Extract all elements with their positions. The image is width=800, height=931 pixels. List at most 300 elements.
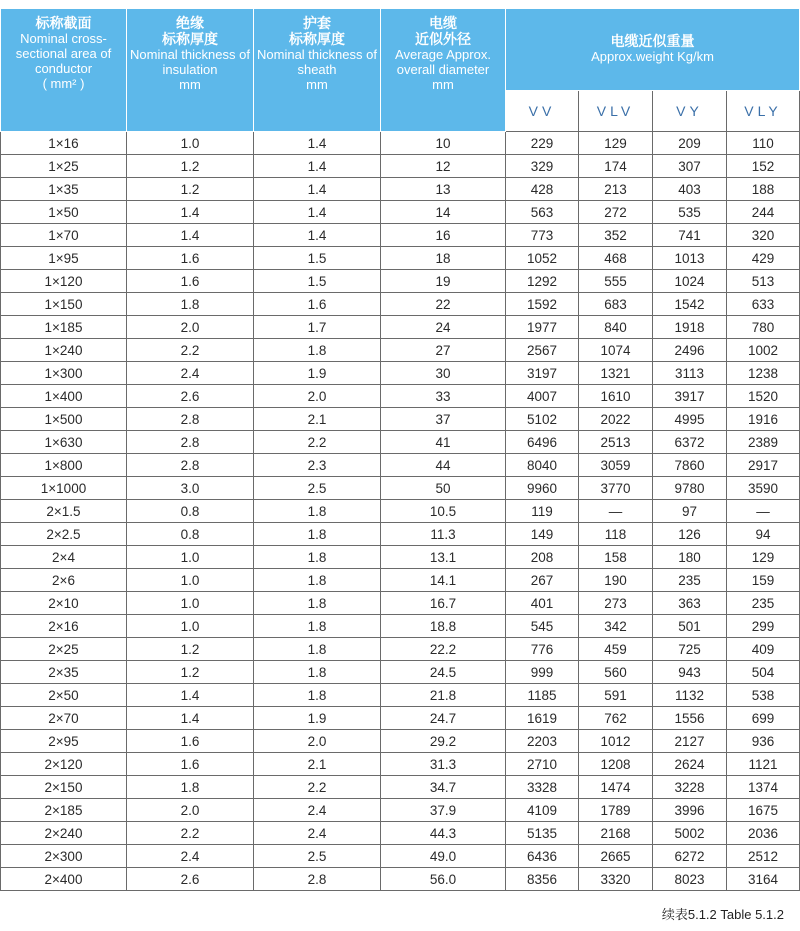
table-row bbox=[1, 408, 800, 431]
cell-weight-vv: 1977 bbox=[506, 316, 579, 339]
cell-diameter: 11.3 bbox=[381, 523, 506, 546]
cell-cross-section: 2×4 bbox=[1, 546, 127, 569]
cell-insulation: 2.0 bbox=[127, 799, 254, 822]
cell-weight-vlv: 762 bbox=[579, 707, 653, 730]
table-caption: 续表5.1.2 Table 5.1.2 bbox=[661, 907, 784, 922]
cell-weight-vlv: 174 bbox=[579, 155, 653, 178]
cell-diameter: 14 bbox=[381, 201, 506, 224]
cell-weight-vlv: 1074 bbox=[579, 339, 653, 362]
cell-cross-section: 2×95 bbox=[1, 730, 127, 753]
cell-weight-vlv: 560 bbox=[579, 661, 653, 684]
cell-weight-vv: 545 bbox=[506, 615, 579, 638]
cell-weight-vv: 773 bbox=[506, 224, 579, 247]
table-row bbox=[1, 776, 800, 799]
table-row bbox=[1, 477, 800, 500]
cell-weight-vly: 1374 bbox=[727, 776, 800, 799]
table-row bbox=[1, 316, 800, 339]
cell-sheath: 1.8 bbox=[254, 638, 381, 661]
cell-insulation: 1.0 bbox=[127, 546, 254, 569]
cell-insulation: 3.0 bbox=[127, 477, 254, 500]
cell-weight-vly: 2512 bbox=[727, 845, 800, 868]
cell-weight-vly: 504 bbox=[727, 661, 800, 684]
cell-weight-vlv: 273 bbox=[579, 592, 653, 615]
cell-sheath: 2.5 bbox=[254, 845, 381, 868]
cell-weight-vy: 2624 bbox=[653, 753, 727, 776]
cell-weight-vv: 4109 bbox=[506, 799, 579, 822]
cell-sheath: 2.5 bbox=[254, 477, 381, 500]
cell-weight-vy: 363 bbox=[653, 592, 727, 615]
cell-weight-vy: 1918 bbox=[653, 316, 727, 339]
cell-sheath: 1.8 bbox=[254, 500, 381, 523]
cell-sheath: 2.4 bbox=[254, 822, 381, 845]
cell-weight-vy: 6372 bbox=[653, 431, 727, 454]
cell-weight-vly: 2036 bbox=[727, 822, 800, 845]
cell-weight-vlv: 272 bbox=[579, 201, 653, 224]
cell-diameter: 27 bbox=[381, 339, 506, 362]
cell-weight-vlv: — bbox=[579, 500, 653, 523]
cell-sheath: 1.4 bbox=[254, 132, 381, 155]
cell-cross-section: 1×95 bbox=[1, 247, 127, 270]
table-row bbox=[1, 500, 800, 523]
table-row bbox=[1, 523, 800, 546]
cell-cross-section: 1×240 bbox=[1, 339, 127, 362]
cell-weight-vy: 1024 bbox=[653, 270, 727, 293]
cell-diameter: 21.8 bbox=[381, 684, 506, 707]
cell-cross-section: 2×400 bbox=[1, 868, 127, 891]
cell-weight-vlv: 1789 bbox=[579, 799, 653, 822]
cell-cross-section: 1×120 bbox=[1, 270, 127, 293]
cell-weight-vly: 409 bbox=[727, 638, 800, 661]
table-row bbox=[1, 845, 800, 868]
cell-weight-vly: — bbox=[727, 500, 800, 523]
cell-weight-vv: 329 bbox=[506, 155, 579, 178]
table-row bbox=[1, 339, 800, 362]
cell-insulation: 2.8 bbox=[127, 408, 254, 431]
cell-weight-vly: 299 bbox=[727, 615, 800, 638]
cell-cross-section: 2×2.5 bbox=[1, 523, 127, 546]
cell-sheath: 1.8 bbox=[254, 592, 381, 615]
cell-insulation: 1.4 bbox=[127, 201, 254, 224]
cell-sheath: 1.8 bbox=[254, 615, 381, 638]
table-row bbox=[1, 799, 800, 822]
cell-sheath: 1.8 bbox=[254, 661, 381, 684]
header-insulation-unit: mm bbox=[179, 77, 201, 92]
cell-diameter: 13.1 bbox=[381, 546, 506, 569]
cell-weight-vy: 1556 bbox=[653, 707, 727, 730]
header-cross-section bbox=[1, 9, 127, 132]
cell-sheath: 1.8 bbox=[254, 546, 381, 569]
cell-weight-vv: 4007 bbox=[506, 385, 579, 408]
cell-weight-vv: 229 bbox=[506, 132, 579, 155]
cell-sheath: 1.4 bbox=[254, 155, 381, 178]
cell-weight-vly: 2389 bbox=[727, 431, 800, 454]
cell-sheath: 1.8 bbox=[254, 523, 381, 546]
cell-diameter: 33 bbox=[381, 385, 506, 408]
cell-weight-vly: 936 bbox=[727, 730, 800, 753]
cell-sheath: 1.6 bbox=[254, 293, 381, 316]
cell-weight-vy: 3228 bbox=[653, 776, 727, 799]
table-row bbox=[1, 385, 800, 408]
header-sheath-zh: 护套 标称厚度 bbox=[289, 15, 345, 47]
header-weight-zh: 电缆近似重量 bbox=[610, 33, 695, 49]
cell-sheath: 2.1 bbox=[254, 753, 381, 776]
cell-weight-vv: 6436 bbox=[506, 845, 579, 868]
table-row bbox=[1, 638, 800, 661]
cell-sheath: 1.9 bbox=[254, 362, 381, 385]
cell-cross-section: 1×50 bbox=[1, 201, 127, 224]
table-row bbox=[1, 270, 800, 293]
cell-weight-vlv: 591 bbox=[579, 684, 653, 707]
cell-weight-vy: 741 bbox=[653, 224, 727, 247]
cell-weight-vy: 209 bbox=[653, 132, 727, 155]
cell-insulation: 2.6 bbox=[127, 868, 254, 891]
cell-insulation: 1.2 bbox=[127, 661, 254, 684]
subheader-vly: VLY bbox=[727, 91, 800, 132]
cell-weight-vy: 535 bbox=[653, 201, 727, 224]
cell-weight-vlv: 459 bbox=[579, 638, 653, 661]
cell-diameter: 44 bbox=[381, 454, 506, 477]
table-row bbox=[1, 431, 800, 454]
cell-cross-section: 2×16 bbox=[1, 615, 127, 638]
cell-weight-vy: 725 bbox=[653, 638, 727, 661]
cell-weight-vlv: 1012 bbox=[579, 730, 653, 753]
cell-insulation: 2.2 bbox=[127, 339, 254, 362]
cell-insulation: 1.0 bbox=[127, 615, 254, 638]
table-row bbox=[1, 753, 800, 776]
cell-cross-section: 1×300 bbox=[1, 362, 127, 385]
cell-weight-vy: 2127 bbox=[653, 730, 727, 753]
cell-weight-vv: 2203 bbox=[506, 730, 579, 753]
cell-sheath: 1.8 bbox=[254, 339, 381, 362]
cell-insulation: 2.6 bbox=[127, 385, 254, 408]
cell-weight-vv: 9960 bbox=[506, 477, 579, 500]
cell-cross-section: 2×1.5 bbox=[1, 500, 127, 523]
header-sheath-en: Nominal thickness of sheath bbox=[257, 47, 377, 77]
cell-sheath: 1.5 bbox=[254, 270, 381, 293]
cell-cross-section: 1×150 bbox=[1, 293, 127, 316]
cell-diameter: 29.2 bbox=[381, 730, 506, 753]
cell-insulation: 1.0 bbox=[127, 569, 254, 592]
cell-cross-section: 2×25 bbox=[1, 638, 127, 661]
cell-insulation: 1.8 bbox=[127, 776, 254, 799]
cell-weight-vy: 3113 bbox=[653, 362, 727, 385]
cell-cross-section: 2×120 bbox=[1, 753, 127, 776]
cell-weight-vy: 403 bbox=[653, 178, 727, 201]
cell-weight-vly: 1916 bbox=[727, 408, 800, 431]
table-row bbox=[1, 293, 800, 316]
cell-insulation: 1.6 bbox=[127, 270, 254, 293]
cell-weight-vlv: 3059 bbox=[579, 454, 653, 477]
table-row bbox=[1, 454, 800, 477]
cell-weight-vy: 501 bbox=[653, 615, 727, 638]
cell-weight-vy: 235 bbox=[653, 569, 727, 592]
cell-weight-vv: 119 bbox=[506, 500, 579, 523]
cell-weight-vv: 776 bbox=[506, 638, 579, 661]
cell-insulation: 1.6 bbox=[127, 753, 254, 776]
header-sheath-unit: mm bbox=[306, 77, 328, 92]
header-cross-section-en: Nominal cross-sectional area of conductor bbox=[15, 31, 112, 76]
cell-weight-vy: 126 bbox=[653, 523, 727, 546]
header-cross-section-unit: ( mm² ) bbox=[42, 76, 85, 91]
cell-weight-vlv: 555 bbox=[579, 270, 653, 293]
cell-weight-vlv: 129 bbox=[579, 132, 653, 155]
cell-weight-vy: 7860 bbox=[653, 454, 727, 477]
cell-diameter: 18.8 bbox=[381, 615, 506, 638]
cell-weight-vv: 1185 bbox=[506, 684, 579, 707]
cell-diameter: 16.7 bbox=[381, 592, 506, 615]
cell-cross-section: 2×300 bbox=[1, 845, 127, 868]
cell-cross-section: 2×240 bbox=[1, 822, 127, 845]
table-row bbox=[1, 615, 800, 638]
cell-weight-vly: 1002 bbox=[727, 339, 800, 362]
cell-weight-vly: 633 bbox=[727, 293, 800, 316]
cell-weight-vly: 538 bbox=[727, 684, 800, 707]
cell-weight-vlv: 3770 bbox=[579, 477, 653, 500]
cell-sheath: 2.0 bbox=[254, 385, 381, 408]
cell-weight-vv: 401 bbox=[506, 592, 579, 615]
cell-diameter: 49.0 bbox=[381, 845, 506, 868]
cell-weight-vv: 1619 bbox=[506, 707, 579, 730]
header-cross-section-zh: 标称截面 bbox=[35, 15, 92, 31]
header-insulation bbox=[127, 9, 254, 132]
cell-weight-vv: 267 bbox=[506, 569, 579, 592]
cell-weight-vly: 513 bbox=[727, 270, 800, 293]
cell-diameter: 24.7 bbox=[381, 707, 506, 730]
cell-weight-vv: 1052 bbox=[506, 247, 579, 270]
cell-insulation: 2.4 bbox=[127, 845, 254, 868]
cell-diameter: 31.3 bbox=[381, 753, 506, 776]
table-row bbox=[1, 822, 800, 845]
cell-cross-section: 2×6 bbox=[1, 569, 127, 592]
cell-insulation: 2.8 bbox=[127, 454, 254, 477]
cell-weight-vv: 8356 bbox=[506, 868, 579, 891]
cell-cross-section: 1×400 bbox=[1, 385, 127, 408]
cell-weight-vly: 152 bbox=[727, 155, 800, 178]
cell-insulation: 1.6 bbox=[127, 247, 254, 270]
cell-cross-section: 1×1000 bbox=[1, 477, 127, 500]
table-row bbox=[1, 247, 800, 270]
header-insulation-zh: 绝缘 标称厚度 bbox=[162, 15, 218, 47]
cell-insulation: 0.8 bbox=[127, 500, 254, 523]
cell-cross-section: 1×800 bbox=[1, 454, 127, 477]
cell-diameter: 24 bbox=[381, 316, 506, 339]
cell-insulation: 1.4 bbox=[127, 707, 254, 730]
header-insulation-en: Nominal thickness of insulation bbox=[130, 47, 250, 77]
cell-weight-vlv: 1474 bbox=[579, 776, 653, 799]
cell-cross-section: 2×150 bbox=[1, 776, 127, 799]
cell-weight-vly: 1238 bbox=[727, 362, 800, 385]
cell-diameter: 10.5 bbox=[381, 500, 506, 523]
cell-weight-vly: 188 bbox=[727, 178, 800, 201]
cell-weight-vly: 1520 bbox=[727, 385, 800, 408]
cell-cross-section: 1×185 bbox=[1, 316, 127, 339]
cell-weight-vlv: 2513 bbox=[579, 431, 653, 454]
table-row bbox=[1, 868, 800, 891]
cell-insulation: 2.8 bbox=[127, 431, 254, 454]
cell-weight-vly: 94 bbox=[727, 523, 800, 546]
cell-weight-vv: 1292 bbox=[506, 270, 579, 293]
cell-weight-vlv: 190 bbox=[579, 569, 653, 592]
cell-weight-vly: 429 bbox=[727, 247, 800, 270]
table-row bbox=[1, 661, 800, 684]
header-diameter-zh: 电缆 近似外径 bbox=[415, 15, 471, 47]
cell-weight-vv: 5102 bbox=[506, 408, 579, 431]
cell-cross-section: 1×630 bbox=[1, 431, 127, 454]
cell-diameter: 12 bbox=[381, 155, 506, 178]
table-row bbox=[1, 224, 800, 247]
cell-sheath: 2.8 bbox=[254, 868, 381, 891]
cell-weight-vy: 1542 bbox=[653, 293, 727, 316]
cell-weight-vlv: 3320 bbox=[579, 868, 653, 891]
cell-weight-vlv: 840 bbox=[579, 316, 653, 339]
cell-diameter: 37.9 bbox=[381, 799, 506, 822]
cell-weight-vy: 1013 bbox=[653, 247, 727, 270]
cell-weight-vv: 2710 bbox=[506, 753, 579, 776]
cell-sheath: 2.0 bbox=[254, 730, 381, 753]
cell-weight-vly: 159 bbox=[727, 569, 800, 592]
table-row bbox=[1, 730, 800, 753]
table-row bbox=[1, 362, 800, 385]
header-weight bbox=[506, 9, 800, 91]
cell-diameter: 13 bbox=[381, 178, 506, 201]
cell-insulation: 1.2 bbox=[127, 155, 254, 178]
cell-insulation: 1.0 bbox=[127, 592, 254, 615]
cell-sheath: 1.7 bbox=[254, 316, 381, 339]
cell-sheath: 1.5 bbox=[254, 247, 381, 270]
cell-weight-vv: 2567 bbox=[506, 339, 579, 362]
cell-weight-vlv: 683 bbox=[579, 293, 653, 316]
cell-diameter: 50 bbox=[381, 477, 506, 500]
cell-weight-vlv: 1321 bbox=[579, 362, 653, 385]
cell-sheath: 1.9 bbox=[254, 707, 381, 730]
cell-cross-section: 2×35 bbox=[1, 661, 127, 684]
cell-weight-vv: 208 bbox=[506, 546, 579, 569]
cell-diameter: 14.1 bbox=[381, 569, 506, 592]
cell-weight-vly: 320 bbox=[727, 224, 800, 247]
subheader-vv: VV bbox=[506, 91, 579, 132]
cell-weight-vly: 235 bbox=[727, 592, 800, 615]
cell-insulation: 1.2 bbox=[127, 638, 254, 661]
cell-weight-vv: 5135 bbox=[506, 822, 579, 845]
header-weight-en: Approx.weight Kg/km bbox=[591, 49, 714, 64]
cell-diameter: 16 bbox=[381, 224, 506, 247]
cell-diameter: 30 bbox=[381, 362, 506, 385]
table-row bbox=[1, 178, 800, 201]
header-sheath bbox=[254, 9, 381, 132]
table-row bbox=[1, 684, 800, 707]
table-row bbox=[1, 546, 800, 569]
cell-weight-vv: 149 bbox=[506, 523, 579, 546]
cell-weight-vv: 3197 bbox=[506, 362, 579, 385]
cell-cross-section: 2×10 bbox=[1, 592, 127, 615]
cell-weight-vlv: 468 bbox=[579, 247, 653, 270]
cell-diameter: 34.7 bbox=[381, 776, 506, 799]
cell-weight-vy: 97 bbox=[653, 500, 727, 523]
cell-weight-vy: 5002 bbox=[653, 822, 727, 845]
subheader-vlv: VLV bbox=[579, 91, 653, 132]
cell-diameter: 37 bbox=[381, 408, 506, 431]
cell-weight-vv: 3328 bbox=[506, 776, 579, 799]
cell-weight-vly: 1675 bbox=[727, 799, 800, 822]
subheader-vy: VY bbox=[653, 91, 727, 132]
cell-weight-vy: 9780 bbox=[653, 477, 727, 500]
cell-sheath: 2.2 bbox=[254, 431, 381, 454]
cell-weight-vly: 780 bbox=[727, 316, 800, 339]
cell-weight-vly: 1121 bbox=[727, 753, 800, 776]
cell-diameter: 18 bbox=[381, 247, 506, 270]
table-row bbox=[1, 132, 800, 155]
cell-cross-section: 1×35 bbox=[1, 178, 127, 201]
cell-sheath: 2.2 bbox=[254, 776, 381, 799]
cell-diameter: 19 bbox=[381, 270, 506, 293]
cell-weight-vlv: 2168 bbox=[579, 822, 653, 845]
cell-weight-vlv: 352 bbox=[579, 224, 653, 247]
cell-weight-vy: 180 bbox=[653, 546, 727, 569]
cell-diameter: 44.3 bbox=[381, 822, 506, 845]
cell-diameter: 24.5 bbox=[381, 661, 506, 684]
cable-spec-table bbox=[0, 8, 800, 891]
table-row bbox=[1, 707, 800, 730]
cell-insulation: 2.0 bbox=[127, 316, 254, 339]
cell-weight-vy: 4995 bbox=[653, 408, 727, 431]
cell-weight-vy: 2496 bbox=[653, 339, 727, 362]
cell-sheath: 1.4 bbox=[254, 178, 381, 201]
cell-weight-vv: 6496 bbox=[506, 431, 579, 454]
cell-cross-section: 2×185 bbox=[1, 799, 127, 822]
cell-sheath: 1.8 bbox=[254, 569, 381, 592]
cell-weight-vly: 244 bbox=[727, 201, 800, 224]
cell-weight-vy: 8023 bbox=[653, 868, 727, 891]
cell-weight-vv: 563 bbox=[506, 201, 579, 224]
cell-diameter: 41 bbox=[381, 431, 506, 454]
cell-weight-vly: 3164 bbox=[727, 868, 800, 891]
cell-sheath: 2.1 bbox=[254, 408, 381, 431]
cell-weight-vv: 428 bbox=[506, 178, 579, 201]
cell-weight-vly: 110 bbox=[727, 132, 800, 155]
cell-weight-vlv: 118 bbox=[579, 523, 653, 546]
cell-diameter: 10 bbox=[381, 132, 506, 155]
header-diameter bbox=[381, 9, 506, 132]
table-row bbox=[1, 155, 800, 178]
cell-sheath: 2.3 bbox=[254, 454, 381, 477]
header-diameter-unit: mm bbox=[432, 77, 454, 92]
cell-weight-vly: 2917 bbox=[727, 454, 800, 477]
cell-weight-vlv: 342 bbox=[579, 615, 653, 638]
cell-insulation: 1.6 bbox=[127, 730, 254, 753]
cell-diameter: 22 bbox=[381, 293, 506, 316]
cell-insulation: 1.2 bbox=[127, 178, 254, 201]
cell-cross-section: 1×16 bbox=[1, 132, 127, 155]
cell-weight-vlv: 2022 bbox=[579, 408, 653, 431]
cell-sheath: 2.4 bbox=[254, 799, 381, 822]
cell-weight-vy: 3917 bbox=[653, 385, 727, 408]
cell-cross-section: 2×50 bbox=[1, 684, 127, 707]
cell-cross-section: 2×70 bbox=[1, 707, 127, 730]
cell-weight-vy: 943 bbox=[653, 661, 727, 684]
cell-insulation: 1.4 bbox=[127, 684, 254, 707]
header-diameter-en: Average Approx. overall diameter bbox=[395, 47, 491, 77]
cell-weight-vlv: 1610 bbox=[579, 385, 653, 408]
cell-diameter: 22.2 bbox=[381, 638, 506, 661]
table-row bbox=[1, 201, 800, 224]
cell-weight-vv: 8040 bbox=[506, 454, 579, 477]
table-row bbox=[1, 569, 800, 592]
cell-insulation: 1.4 bbox=[127, 224, 254, 247]
cell-sheath: 1.4 bbox=[254, 201, 381, 224]
cell-weight-vv: 1592 bbox=[506, 293, 579, 316]
cell-weight-vy: 307 bbox=[653, 155, 727, 178]
cell-weight-vlv: 2665 bbox=[579, 845, 653, 868]
